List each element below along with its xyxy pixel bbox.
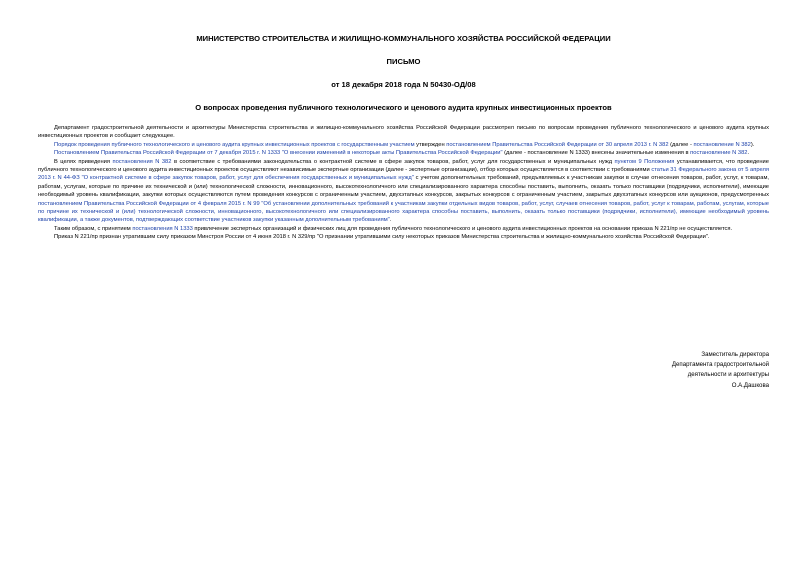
link-resolution-99[interactable]: постановлением Правительства Российской Федерации от 4 февраля 2015 г. N 99 "Об установлении дополнительных требований к участникам закупки отдельных видов товаров, работ, услуг, случаев отнесения товаров, работ, услуг к товарам, работам, услугам, которые по причине их технической и (или) технологической сложности, инновационного, высокотехнологичного или специализированного характера способны поставить, выполнить, оказать только поставщики (подрядчики, исполнители), имеющие необходимый уровень квалификации, а также документов, подтверждающих соответствие участников закупки указанным дополнительным требованиям" xyxy=(38,200,769,224)
paragraph-2-text-1: утвержден xyxy=(414,141,447,148)
paragraph-3-text-1: (далее - постановление N 1333) внесены значительные изменения в xyxy=(502,150,691,157)
document-page xyxy=(38,34,770,389)
paragraph-4-text-2: в соответствие с требованиями законодательства о контрактной системе в сфере закупок товаров, работ, услуг для государственных и муниципальных нужд xyxy=(171,158,615,165)
link-law-44fz[interactable]: статьи 31 Федерального закона от 5 апреля 2013 г. N 44-ФЗ "О контрактной системе в сфере закупок товаров, работ, услуг для обеспечения государственных и муниципальных нужд" xyxy=(38,167,769,182)
signature-position: Заместитель директора xyxy=(701,351,769,358)
paragraph-1: Департамент градостроительной деятельности и архитектуры Министерства строительства и жилищно-коммунального хозяйства Российской Федерации рассмотрел письмо по вопросам проведения публичного технологического и ценового аудита крупных инвестиционных проектов и сообщает следующее. xyxy=(38,125,769,140)
link-clause-9[interactable]: пунктом 9 Положения xyxy=(614,158,675,165)
signature-block xyxy=(672,350,769,391)
link-resolution-382-amend[interactable]: постановление N 382 xyxy=(690,150,748,157)
paragraph-5-text-2: привлечение экспертных организаций и физических лиц для проведения публичного технологического и ценового аудита инвестиционных проектов на основании приказа N 221/пр не осуществляется. xyxy=(192,225,733,232)
paragraph-4 xyxy=(38,158,769,225)
link-resolution-382[interactable]: постановлением Правительства Российской Федерации от 30 апреля 2013 г. N 382 xyxy=(446,141,669,148)
paragraph-3 xyxy=(38,149,769,157)
paragraph-3-text-2: . xyxy=(747,150,750,157)
link-resolution-382-short[interactable]: постановление N 382 xyxy=(693,141,751,148)
signature-department-cont: деятельности и архитектуры xyxy=(687,371,769,379)
paragraph-2-text-2: (далее - xyxy=(668,141,694,148)
link-resolution-1333-result[interactable]: постановления N 1333 xyxy=(132,225,193,232)
paragraph-4-text-3: устанавливается, что проведение публичного технологического и ценового аудита инвестиционных проектов осуществляют независимые экспертные организации (далее - экспертные организации), отбор которых осуществляется в соответствии с требованиями xyxy=(38,158,769,174)
paragraph-5-text-1: Таким образом, с принятием xyxy=(54,225,133,232)
document-date-number: от 18 декабря 2018 года N 50430-ОД/08 xyxy=(331,80,476,89)
link-resolution-1333[interactable]: Постановлением Правительства Российской Федерации от 7 декабря 2015 г. N 1333 "О внесении изменений в некоторые акты Правительства Российской Федерации" xyxy=(54,150,503,157)
signature-name: О.А.Дашкова xyxy=(731,381,769,389)
ministry-title: МИНИСТЕРСТВО СТРОИТЕЛЬСТВА И ЖИЛИЩНО-КОММУНАЛЬНОГО ХОЗЯЙСТВА РОССИЙСКОЙ ФЕДЕРАЦИИ xyxy=(196,34,611,43)
paragraph-4-text-1: В целях приведения xyxy=(54,158,113,165)
document-body xyxy=(38,124,769,242)
paragraph-5 xyxy=(38,225,769,233)
document-subject: О вопросах проведения публичного технологического и ценового аудита крупных инвестиционных проектов xyxy=(195,103,612,112)
paragraph-2 xyxy=(38,141,769,149)
link-resolution-382-goal[interactable]: постановления N 382 xyxy=(112,158,172,165)
signature-department: Департамента градостроительной xyxy=(671,361,769,369)
paragraph-4-text-5: . xyxy=(389,217,392,224)
paragraph-6: Приказ N 221/пр признан утратившим силу приказом Минстроя России от 4 июня 2018 г. N 329/пр "О признании утратившими силу некоторых приказов Министерства строительства и жилищно-коммунального хозяйства Российской Федерации". xyxy=(54,234,710,241)
document-type: ПИСЬМО xyxy=(386,57,421,66)
paragraph-4-text-4: с учетом дополнительных требований, предъявляемых к участникам закупки в случае отнесения товаров, работ, услуг, к товарам, работам, услугам, которые по причине их технической и (или) технологической сложности, инновационного, высокотехнологичного или специализированного характера способны поставить, выполнить, оказать только поставщики (подрядчики, исполнители), имеющие необходимый уровень квалификации, закупки которых осуществляются путем проведения конкурсов с ограниченным участием, двухэтапных конкурсов, закрытых конкурсов с ограниченным участием, закрытых двухэтапных конкурсов или аукционов, предусмотренных xyxy=(38,175,770,199)
link-procedure[interactable]: Порядок проведения публичного технологического и ценового аудита крупных инвестиционных проектов с государственным участием xyxy=(54,141,415,148)
paragraph-2-text-3: ). xyxy=(750,141,755,148)
